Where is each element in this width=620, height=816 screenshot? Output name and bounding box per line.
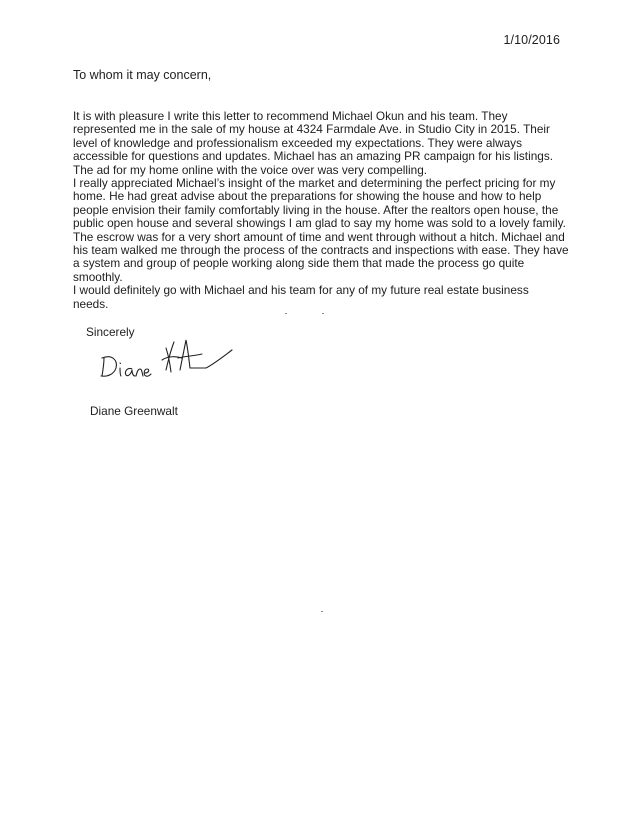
scan-speck bbox=[321, 611, 323, 612]
body-line: needs. bbox=[73, 296, 109, 311]
signer-name: Diane Greenwalt bbox=[90, 404, 178, 418]
letter-body bbox=[73, 109, 569, 311]
letter-date: 1/10/2016 bbox=[503, 33, 560, 47]
body-line: accessible for questions and updates. Michael has an amazing PR campaign for his listings. bbox=[73, 149, 553, 164]
body-line: I would definitely go with Michael and his team for any of my future real estate business bbox=[73, 283, 529, 298]
scan-speck bbox=[322, 313, 324, 314]
body-line: level of knowledge and professionalism exceeded my expectations. They were always bbox=[73, 135, 522, 150]
body-line: home. He had great advise about the preparations for showing the house and how to help bbox=[73, 189, 542, 204]
body-line: people envision their family comfortably living in the house. After the realtors open house, the bbox=[73, 202, 559, 217]
closing: Sincerely bbox=[86, 325, 135, 339]
body-line: It is with pleasure I write this letter to recommend Michael Okun and his team. They bbox=[73, 109, 508, 123]
handwritten-signature bbox=[98, 334, 238, 384]
body-line: a system and group of people working along side them that made the process go quite bbox=[73, 256, 525, 271]
body-line: The escrow was for a very short amount of time and went through without a hitch. Michael and bbox=[73, 229, 565, 244]
body-line: I really appreciated Michael’s insight of the market and determining the perfect pricing for my bbox=[73, 176, 556, 191]
scan-speck bbox=[285, 313, 287, 314]
body-line: The ad for my home online with the voice over was very compelling. bbox=[73, 162, 428, 177]
body-line: smoothly. bbox=[73, 269, 123, 284]
body-line: public open house and several showings I am glad to say my home was sold to a lovely family. bbox=[73, 216, 566, 231]
body-line: represented me in the sale of my house at 4324 Farmdale Ave. in Studio City in 2015. Their bbox=[73, 122, 550, 137]
salutation: To whom it may concern, bbox=[73, 68, 212, 82]
body-line: his team walked me through the process of the contracts and inspections with ease. They have bbox=[73, 243, 569, 258]
